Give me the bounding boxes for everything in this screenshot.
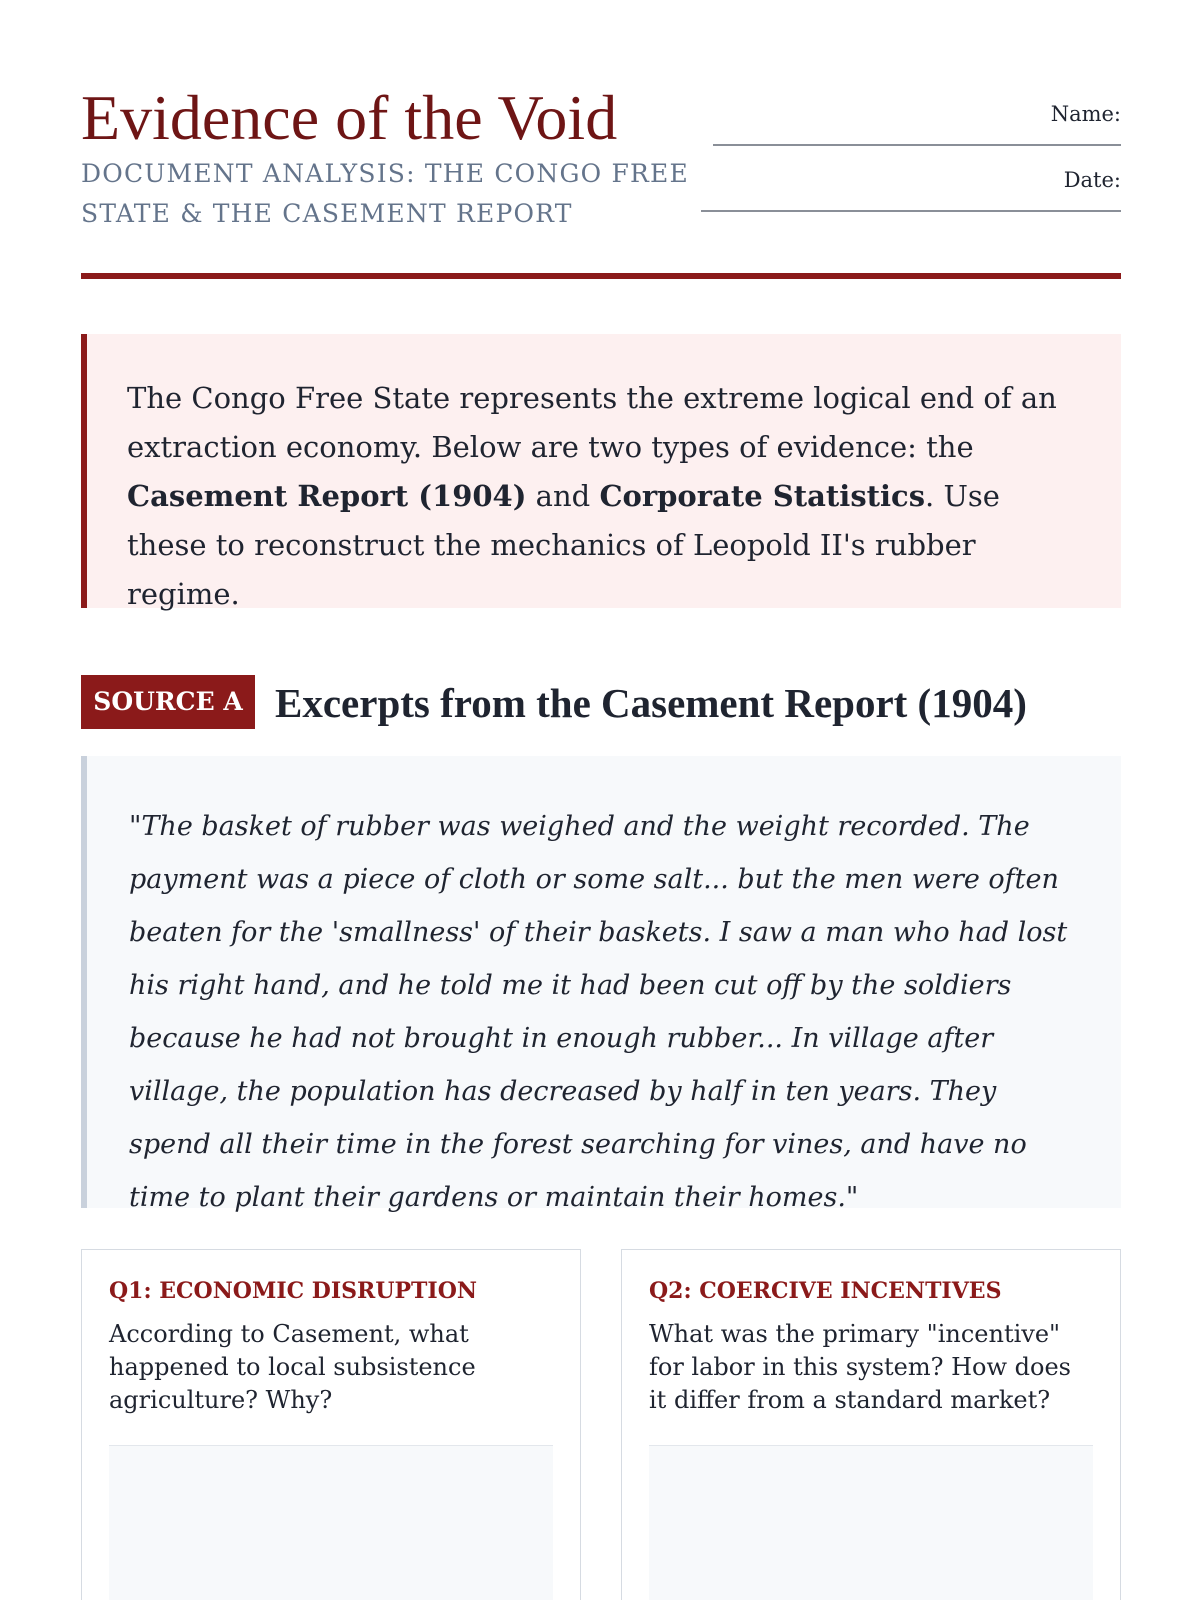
intro-callout (81, 334, 1121, 611)
date-label: Date: (1063, 168, 1121, 192)
name-field[interactable] (713, 144, 1121, 146)
question-label: Q1: ECONOMIC DISRUPTION (109, 1278, 477, 1304)
source-a-badge: SOURCE A (81, 675, 255, 729)
intro-text-part: . Use these to reconstruct the mechanics of Leopold II's rubber regime. (127, 479, 1000, 611)
student-info (701, 102, 1121, 234)
quote-text: "The basket of rubber was weighed and the weight recorded. The payment was a piece of cloth or some salt... but the men were often beaten for the 'smallness' of their baskets. I saw a man who had lost his right hand, and he told me it had been cut off by the soldiers because he had not brought in enough rubber... In village after village, the population has decreased by half in ten years. They spend all their time in the forest searching for vines, and have no time to plant their gardens or maintain their homes." (129, 811, 1068, 1213)
intro-text (127, 374, 1081, 619)
page-title: Evidence of the Void (81, 82, 618, 153)
source-a-heading (81, 675, 1121, 731)
answer-box-q1[interactable] (109, 1445, 553, 1600)
intro-text-part: and (526, 479, 600, 513)
intro-bold-statistics: Corporate Statistics (599, 479, 926, 513)
date-row (701, 168, 1121, 234)
header-divider (81, 273, 1121, 279)
answer-box-q2[interactable] (649, 1445, 1093, 1600)
question-text: According to Casement, what happened to local subsistence agriculture? Why? (109, 1320, 476, 1414)
question-label: Q2: COERCIVE INCENTIVES (649, 1278, 1002, 1304)
date-field[interactable] (701, 210, 1121, 212)
name-label: Name: (1050, 102, 1121, 126)
question-text: What was the primary "incentive" for labor in this system? How does it differ from a standard market? (649, 1320, 1071, 1414)
name-row (701, 102, 1121, 168)
intro-bold-casement: Casement Report (1904) (127, 479, 527, 513)
page-subtitle: DOCUMENT ANALYSIS: THE CONGO FREE STATE & THE CASEMENT REPORT (81, 159, 689, 228)
question-card-q1 (81, 1249, 581, 1600)
intro-text-part: The Congo Free State represents the extreme logical end of an extraction economy. Below are two types of evidence: the (127, 381, 1057, 464)
header (81, 80, 1121, 280)
source-a-title: Excerpts from the Casement Report (1904) (275, 680, 1027, 726)
question-card-q2 (621, 1249, 1121, 1600)
worksheet-page (81, 0, 1121, 1600)
source-a-quote (81, 756, 1121, 1213)
